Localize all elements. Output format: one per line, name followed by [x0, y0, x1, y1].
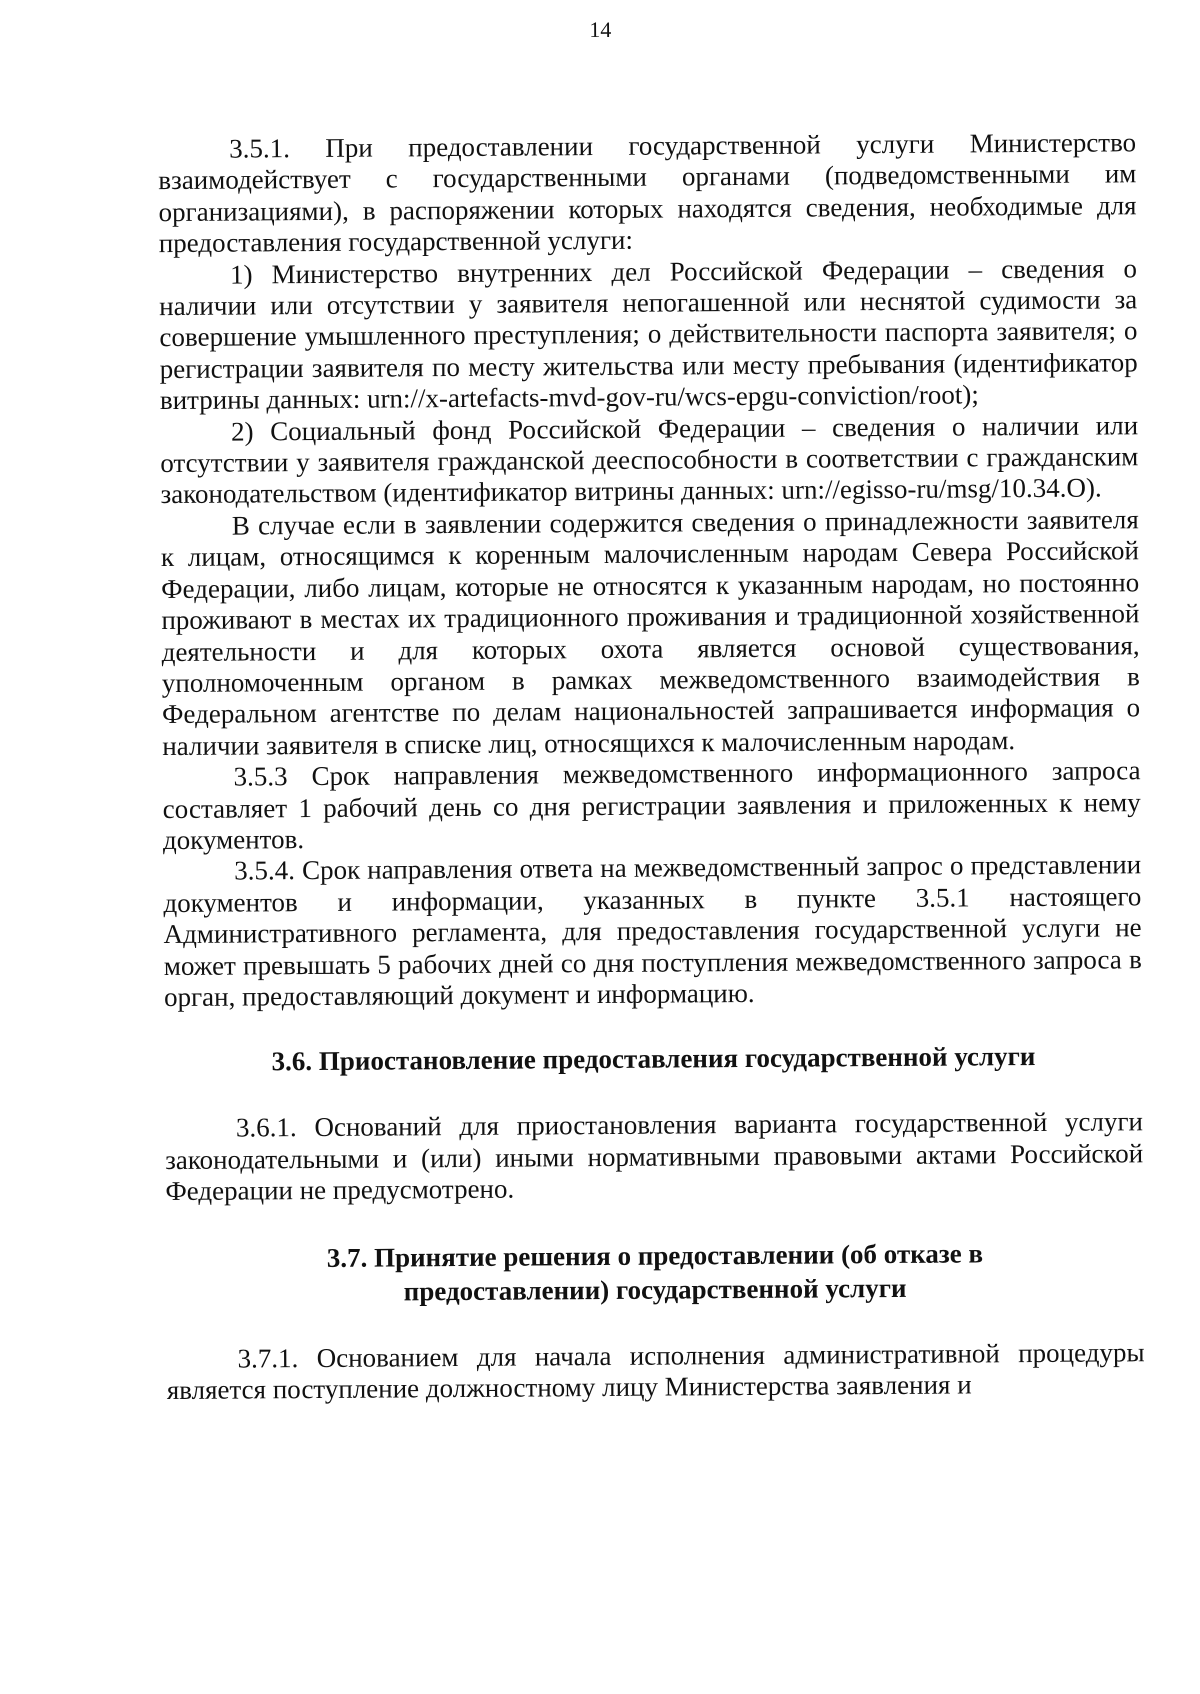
list-item-social-fund: 2) Социальный фонд Российской Федерации – сведения о наличии или отсутствии у заявителя гражданской дееспособности в соответствии с гражданским законодательством (идентификатор витрины данных: urn://egisso-ru/msg/10.34.O). — [160, 409, 1139, 510]
paragraph-3-7-1: 3.7.1. Основанием для начала исполнения административной процедуры является поступление должностному лицу Министерства заявления и — [166, 1336, 1145, 1406]
list-item-mvd: 1) Министерство внутренних дел Российской Федерации – сведения о наличии или отсутствии у заявителя непогашенной или неснятой судимости за совершение умышленного преступления; о действительности паспорта заявителя; о регистрации заявителя по месту жительства или месту пребывания (идентификатор витрины данных: urn://x-artefacts-mvd-gov-ru/wcs-epgu-conviction/root); — [159, 252, 1138, 416]
paragraph-indigenous-case: В случае если в заявлении содержится сведения о принадлежности заявителя к лицам, относящимся к коренным малочисленным народам Севера Российской Федерации, либо лицам, которые не относятся к указанным народам, но постоянно проживают в местах их традиционного проживания и традиционной хозяйственной деятельности и для которых охота является основой существования, уполномоченным органом в рамках межведомственного взаимодействия в Федеральном агентстве по делам национальностей запрашивается информация о наличии заявителя в списке лиц, относящихся к малочисленным народам. — [160, 504, 1141, 761]
paragraph-3-6-1: 3.6.1. Оснований для приостановления варианта государственной услуги законодательными и (или) иными нормативными правовыми актами Российской Федерации не предусмотрено. — [165, 1106, 1144, 1207]
paragraph-3-5-3: 3.5.3 Срок направления межведомственного информационного запроса составляет 1 рабочий день со дня регистрации заявления и приложенных к нему документов. — [162, 755, 1141, 855]
section-heading-3-7: 3.7. Принятие решения о предоставлении (об отказе в предоставлении) государственной услуги — [326, 1237, 984, 1306]
page-number: 14 — [589, 16, 612, 43]
section-heading-3-6: 3.6. Приостановление предоставления государственной услуги — [271, 1041, 1036, 1077]
document-body — [158, 127, 1145, 1406]
paragraph-3-5-4: 3.5.4. Срок направления ответа на межведомственный запрос о представлении документов и информации, указанных в пункте 3.5.1 настоящего Административного регламента, для предоставления государственной услуги не может превышать 5 рабочих дней со дня поступления межведомственного запроса в орган, предоставляющий документ и информацию. — [163, 849, 1142, 1013]
paragraph-3-5-1: 3.5.1. При предоставлении государственной услуги Министерство взаимодействует с государственными органами (подведомственными им организациями), в распоряжении которых находятся сведения, необходимые для предоставления государственной услуги: — [158, 127, 1137, 259]
